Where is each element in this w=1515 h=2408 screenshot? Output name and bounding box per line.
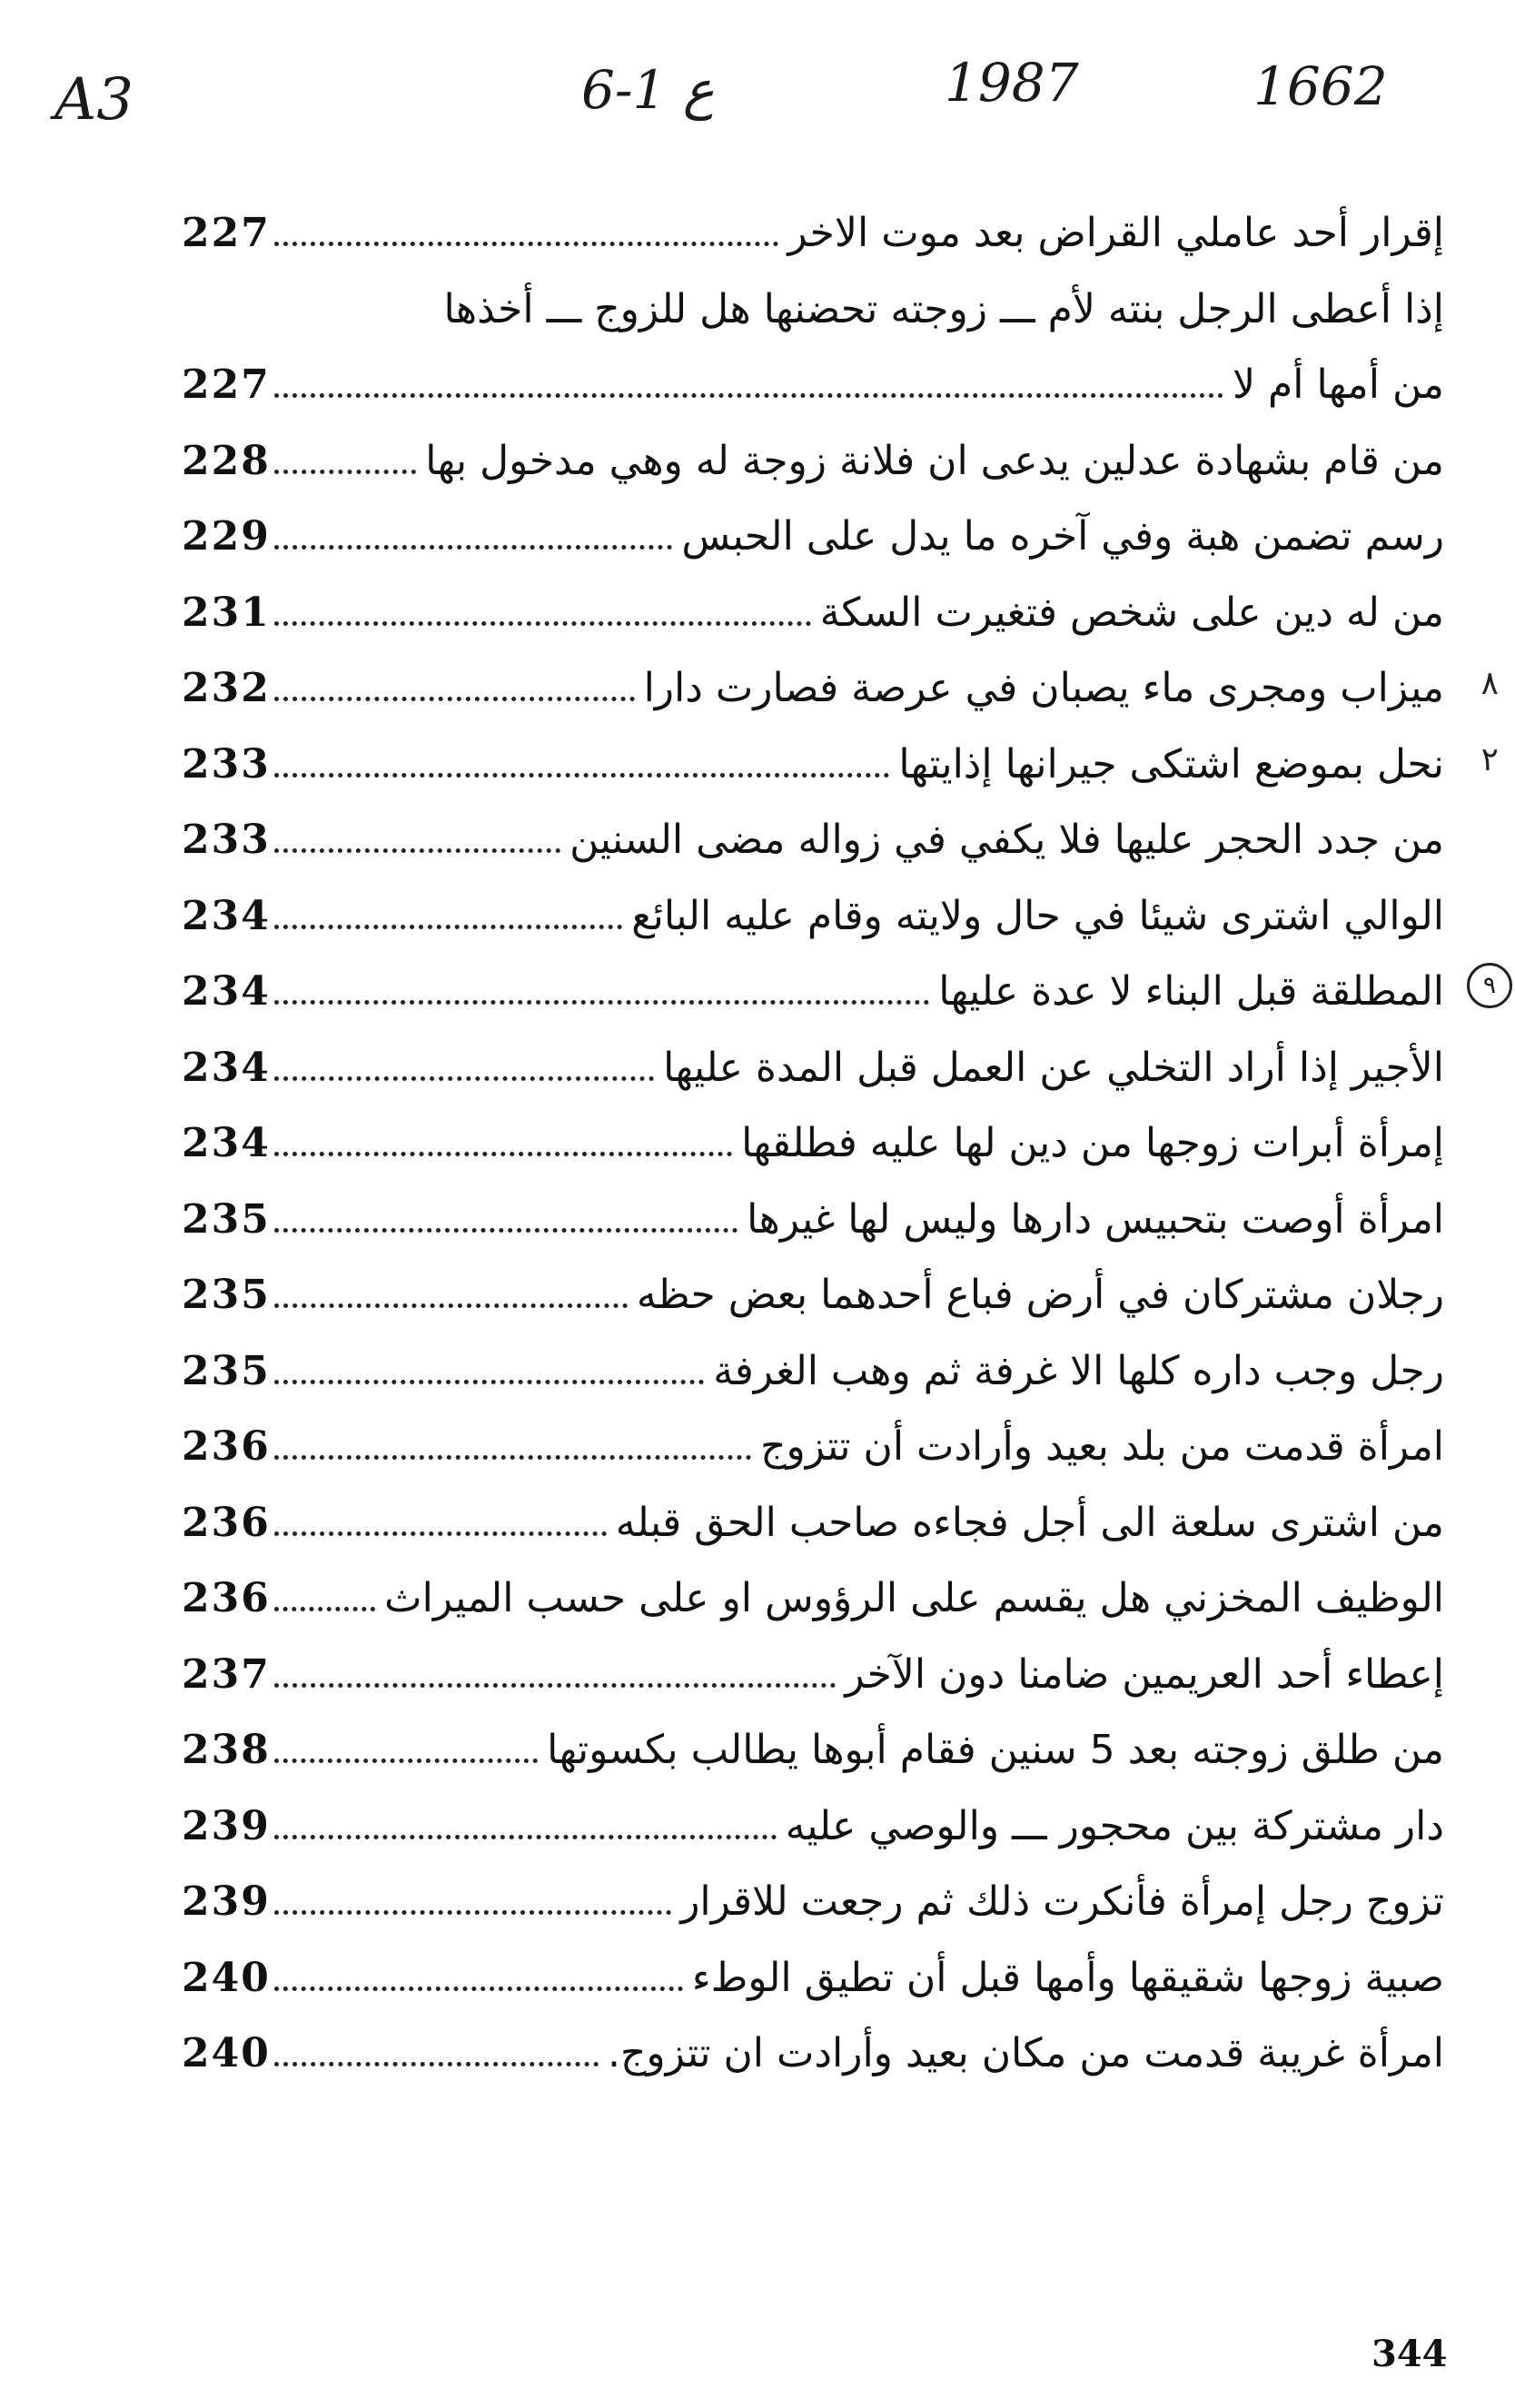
toc-entry-page: 236: [182, 1575, 271, 1622]
toc-entry-title: من أمها أم لا: [1232, 362, 1444, 409]
toc-entry-title: الوالي اشترى شيئا في حال ولايته وقام عليه البائع: [631, 892, 1444, 939]
toc-entry: [182, 1637, 1444, 1713]
toc-entry-title: إقرار أحد عاملي القراض بعد موت الاخر: [787, 210, 1444, 257]
toc-entry-page: 227: [182, 210, 271, 257]
toc-entry-title: الأجير إذا أراد التخلي عن العمل قبل المدة عليها: [663, 1044, 1444, 1091]
toc-entry-page: 234: [182, 1044, 271, 1091]
dot-leader: [274, 1076, 654, 1081]
page-number: 344: [1371, 2333, 1448, 2375]
toc-entry-title: إمرأة أبرات زوجها من دين لها عليه فطلقها: [741, 1120, 1444, 1167]
handwritten-note-2: 1987: [945, 52, 1079, 114]
toc-entry-title: ميزاب ومجرى ماء يصبان في عرصة فصارت دارا: [643, 665, 1444, 712]
toc-entry: [182, 1864, 1444, 1940]
toc-entry-page: 240: [182, 1954, 271, 2001]
toc-entry-title: رجل وجب داره كلها الا غرفة ثم وهب الغرفة: [713, 1347, 1444, 1394]
toc-entry: [182, 1105, 1444, 1182]
margin-annotation: ٢: [1480, 740, 1499, 778]
toc-entry-page: 233: [182, 817, 271, 864]
toc-entry: [182, 1409, 1444, 1485]
dot-leader: [274, 545, 673, 550]
toc-entry-page: 228: [182, 437, 271, 484]
dot-leader: [274, 1152, 732, 1156]
toc-entry: [182, 954, 1496, 1030]
toc-entry-page: 240: [182, 2030, 271, 2077]
toc-entry-page: 239: [182, 1878, 271, 1926]
toc-entry: [182, 499, 1444, 575]
toc-entry-title: دار مشتركة بين محجور ـــ والوصي عليه: [785, 1802, 1444, 1849]
toc-entry-page: 233: [182, 740, 271, 788]
margin-annotation: ٨: [1480, 665, 1499, 702]
toc-entry-page: 227: [182, 362, 271, 409]
toc-entry-page: 234: [182, 968, 271, 1016]
dot-leader: [274, 697, 635, 701]
toc-entry-title: رسم تضمن هبة وفي آخره ما يدل على الحبس: [681, 513, 1444, 560]
dot-leader: [274, 2062, 599, 2066]
toc-entry-title: صبية زوجها شقيقها وأمها قبل أن تطيق الوطء: [691, 1954, 1444, 2001]
dot-leader: [274, 1000, 929, 1005]
toc-entry-page: 234: [182, 892, 271, 939]
dot-leader: [274, 1228, 738, 1233]
toc-entry-title: من جدد الحجر عليها فلا يكفي في زواله مضى السنين: [569, 817, 1444, 864]
dot-leader: [274, 1380, 704, 1384]
toc-entry: [182, 727, 1499, 803]
toc-entry-page: 237: [182, 1650, 271, 1698]
dot-leader: [274, 470, 416, 474]
handwritten-corner-note: A3: [54, 66, 134, 134]
toc-entry: [182, 1257, 1444, 1333]
toc-entry-page: 236: [182, 1423, 271, 1471]
toc-entry: [182, 802, 1444, 878]
handwritten-note-3: 1662: [1253, 55, 1388, 117]
toc-entry-title: من طلق زوجته بعد 5 سنين فقام أبوها يطالب بكسوتها: [547, 1727, 1444, 1774]
toc-entry-title: الوظيف المخزني هل يقسم على الرؤوس او على حسب الميراث: [384, 1575, 1444, 1622]
dot-leader: [274, 773, 890, 778]
toc-entry-title: من قام بشهادة عدلين يدعى ان فلانة زوجة له وهي مدخول بها: [425, 437, 1444, 484]
toc-entry-page: 231: [182, 589, 271, 636]
toc-entry: [182, 1940, 1444, 2017]
toc-entry-page: 234: [182, 1120, 271, 1167]
handwritten-note-1: 6-1 ع: [581, 59, 715, 121]
toc-entry-page: 239: [182, 1802, 271, 1849]
toc-entry: [182, 1789, 1444, 1865]
dot-leader: [274, 1531, 607, 1536]
toc-entry-title: من اشترى سلعة الى أجل فجاءه صاحب الحق قبله: [615, 1499, 1444, 1546]
dot-leader: [274, 925, 622, 929]
toc-entry: [182, 1485, 1444, 1561]
dot-leader: [274, 1835, 777, 1839]
toc-entry: [182, 575, 1444, 651]
toc-entry-title: رجلان مشتركان في أرض فباع أحدهما بعض حظه: [636, 1272, 1444, 1319]
toc-entry: [182, 195, 1444, 272]
toc-entry-title: امرأة أوصت بتحبيس دارها وليس لها غيرها: [747, 1195, 1444, 1243]
toc-entry-page: 232: [182, 665, 271, 712]
dot-leader: [274, 1759, 538, 1763]
dot-leader: [274, 621, 811, 626]
dot-leader: [274, 1987, 683, 1991]
toc-entry-page: 238: [182, 1727, 271, 1774]
dot-leader: [274, 1683, 836, 1688]
toc-entry-title: إعطاء أحد العريمين ضامنا دون الآخر: [845, 1650, 1444, 1698]
toc-entry-title: تزوج رجل إمرأة فأنكرت ذلك ثم رجعت للاقرار: [680, 1878, 1444, 1926]
toc-entry-page: 236: [182, 1499, 271, 1546]
toc-entry-title: امرأة غريبة قدمت من مكان بعيد وأرادت ان تتزوج.: [608, 2030, 1444, 2077]
dot-leader: [274, 848, 560, 853]
toc-entry: [182, 347, 1444, 423]
toc-entry: [182, 272, 1444, 348]
toc-entry-title: نحل بموضع اشتكى جيرانها إذايتها: [898, 740, 1444, 788]
toc-entry: [182, 1712, 1444, 1789]
dot-leader: [274, 1910, 671, 1915]
toc-entry-page: 235: [182, 1272, 271, 1319]
toc-entry-page: 235: [182, 1347, 271, 1394]
toc-entry: [182, 1182, 1444, 1258]
toc-entry-title: امرأة قدمت من بلد بعيد وأرادت أن تتزوج: [760, 1423, 1444, 1471]
circled-margin-annotation: ٩: [1467, 963, 1512, 1008]
dot-leader: [274, 1455, 751, 1460]
toc-entry-page: 229: [182, 513, 271, 560]
dot-leader: [274, 1607, 375, 1611]
toc-entry-page: 235: [182, 1195, 271, 1243]
toc-entry: [182, 878, 1444, 955]
table-of-contents: [182, 195, 1499, 2092]
toc-entry-title: المطلقة قبل البناء لا عدة عليها: [938, 968, 1444, 1016]
toc-entry: [182, 650, 1499, 727]
toc-entry: [182, 2016, 1444, 2092]
toc-entry: [182, 1030, 1444, 1106]
toc-entry-title: إذا أعطى الرجل بنته لأم ـــ زوجته تحضنها هل للزوج ـــ أخذها: [443, 285, 1444, 332]
dot-leader: [274, 393, 1223, 398]
dot-leader: [274, 1303, 628, 1308]
toc-entry-title: من له دين على شخص فتغيرت السكة: [819, 589, 1444, 636]
dot-leader: [274, 242, 779, 246]
toc-entry: [182, 423, 1444, 500]
toc-entry: [182, 1561, 1444, 1637]
toc-entry: [182, 1333, 1444, 1410]
